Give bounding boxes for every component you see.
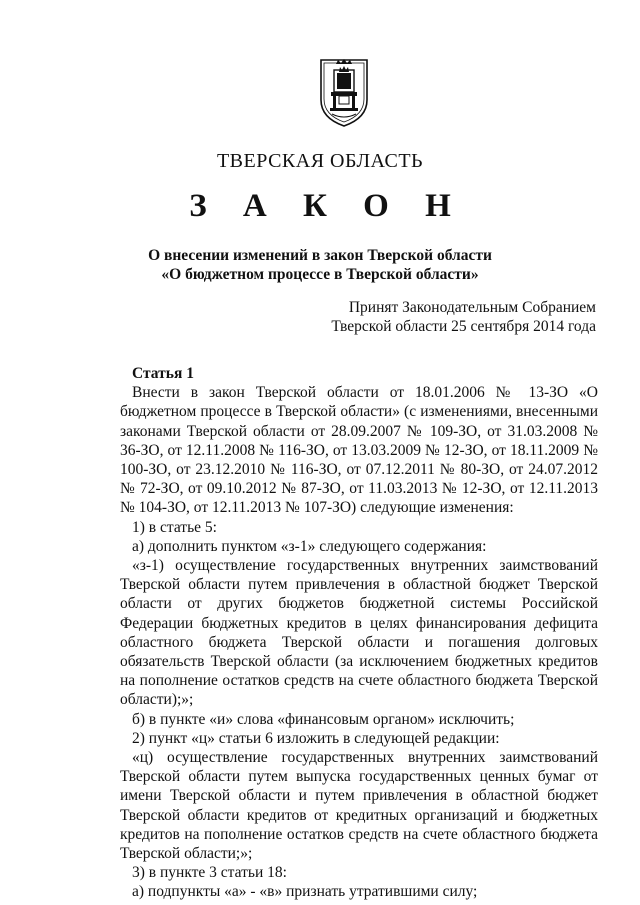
paragraph-subitem: а) подпункты «а» - «в» признать утратившими силу; <box>132 883 478 901</box>
document-body <box>120 364 598 902</box>
document-title: З А К О Н <box>189 188 465 224</box>
adoption-note <box>331 298 596 336</box>
document-subtitle <box>0 246 640 284</box>
paragraph-quote: «з-1) осуществление государственных внутренних заимствований Тверской области путем привлечения в областной бюджет Тверской области от других бюджетов бюджетной системы Российской Федерации бюджетных кредитов в целях финансирования дефицита областного бюджета Тверской области и погашения долговых обязательств Тверской области (за исключением бюджетных кредитов на пополнение остатков средств на счете областного бюджета Тверской области);»; <box>120 557 598 709</box>
subtitle-line: «О бюджетном процессе в Тверской области» <box>161 266 479 283</box>
tver-coat-of-arms-icon <box>318 56 370 128</box>
subtitle-line: О внесении изменений в закон Тверской области <box>148 247 492 264</box>
region-name: ТВЕРСКАЯ ОБЛАСТЬ <box>216 150 424 172</box>
adoption-line: Принят Законодательным Собранием <box>348 299 596 316</box>
paragraph-subitem: б) в пункте «и» слова «финансовым органом» исключить; <box>132 710 515 728</box>
article-heading: Статья 1 <box>132 365 194 382</box>
paragraph-item: 1) в статье 5: <box>132 518 217 536</box>
paragraph-intro: Внести в закон Тверской области от 18.01.2006 № 13-ЗО «О бюджетном процессе в Тверской области» (с изменениями, внесенными законами Тверской области от 28.09.2007 № 109-ЗО, от 31.03.2008 № 36-ЗО, от 12.11.2008 № 116-ЗО, от 13.03.2009 № 12-ЗО, от 18.11.2009 № 100-ЗО, от 23.12.2010 № 116-ЗО, от 07.12.2011 № 80-ЗО, от 24.07.2012 № 72-ЗО, от 09.10.2012 № 87-ЗО, от 11.03.2013 № 12-ЗО, от 12.11.2013 № 104-ЗО, от 12.11.2013 № 107-ЗО) следующие изменения: <box>120 384 598 517</box>
paragraph-item: 2) пункт «ц» статьи 6 изложить в следующей редакции: <box>132 729 500 747</box>
paragraph-subitem: а) дополнить пунктом «з-1» следующего содержания: <box>132 537 487 555</box>
adoption-line: Тверской области 25 сентября 2014 года <box>331 318 596 335</box>
paragraph-item: 3) в пункте 3 статьи 18: <box>132 864 287 882</box>
paragraph-quote: «ц) осуществление государственных внутренних заимствований Тверской области путем выпуска государственных ценных бумаг от имени Тверской области и путем привлечения в областной бюджет Тверской области кредитов от кредитных организаций и бюджетных кредитов на пополнение остатков средств на счете областного бюджета Тверской области;»; <box>120 749 598 863</box>
